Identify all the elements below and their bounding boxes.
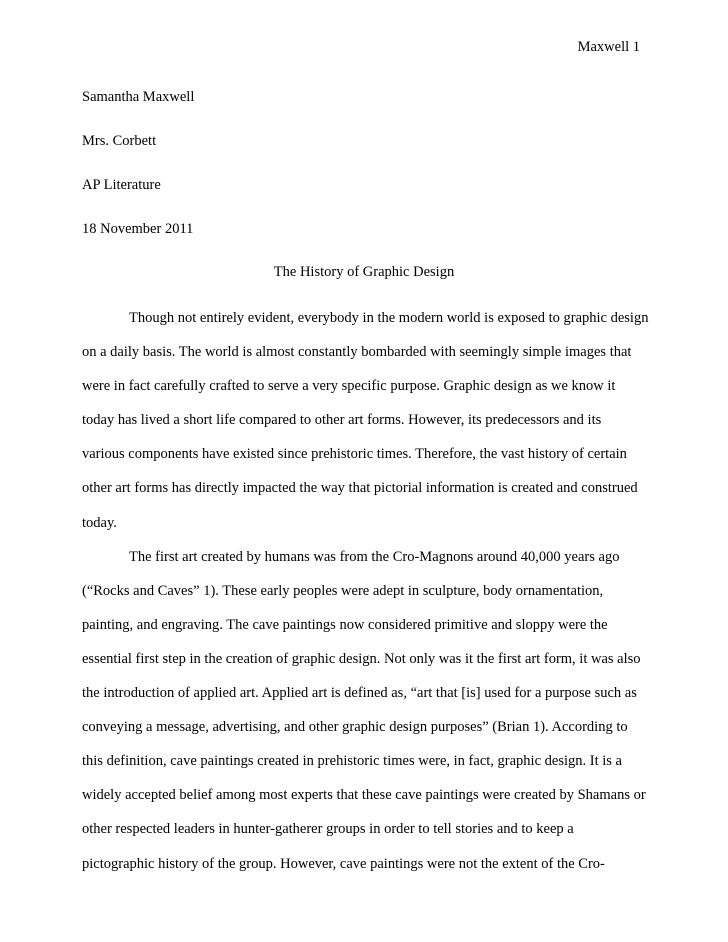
body-line: essential first step in the creation of graphic design. Not only was it the first art form, it was also — [82, 650, 641, 667]
body-line: were in fact carefully crafted to serve a very specific purpose. Graphic design as we know it — [82, 378, 616, 395]
course-name: AP Literature — [82, 177, 161, 193]
body-line: today. — [82, 514, 117, 531]
body-line: The first art created by humans was from the Cro-Magnons around 40,000 years ago — [129, 548, 620, 565]
body-line: this definition, cave paintings created in prehistoric times were, in fact, graphic design. It is a — [82, 753, 622, 770]
body-line: pictographic history of the group. However, cave paintings were not the extent of the Cro- — [82, 855, 605, 872]
running-head: Maxwell 1 — [577, 39, 640, 55]
date: 18 November 2011 — [82, 221, 194, 237]
body-line: conveying a message, advertising, and other graphic design purposes” (Brian 1). According to — [82, 719, 628, 736]
body-line: other respected leaders in hunter-gatherer groups in order to tell stories and to keep a — [82, 821, 574, 838]
body-line: other art forms has directly impacted the way that pictorial information is created and construed — [82, 480, 638, 497]
body-line: Though not entirely evident, everybody in the modern world is exposed to graphic design — [129, 310, 649, 326]
body-line: widely accepted belief among most experts that these cave paintings were created by Shamans or — [82, 787, 646, 804]
essay-body — [82, 309, 649, 889]
body-line: various components have existed since prehistoric times. Therefore, the vast history of certain — [82, 446, 627, 463]
body-line: today has lived a short life compared to other art forms. However, its predecessors and its — [82, 412, 602, 429]
body-line: painting, and engraving. The cave paintings now considered primitive and sloppy were the — [82, 616, 608, 633]
body-line: (“Rocks and Caves” 1). These early peoples were adept in sculpture, body ornamentation, — [82, 582, 604, 599]
essay-title: The History of Graphic Design — [273, 264, 455, 280]
mla-heading — [82, 88, 194, 264]
author-name: Samantha Maxwell — [82, 89, 195, 105]
body-line: on a daily basis. The world is almost constantly bombarded with seemingly simple images that — [82, 344, 632, 361]
instructor-name: Mrs. Corbett — [82, 133, 157, 149]
body-line: the introduction of applied art. Applied art is defined as, “art that [is] used for a purpose such as — [82, 685, 637, 702]
